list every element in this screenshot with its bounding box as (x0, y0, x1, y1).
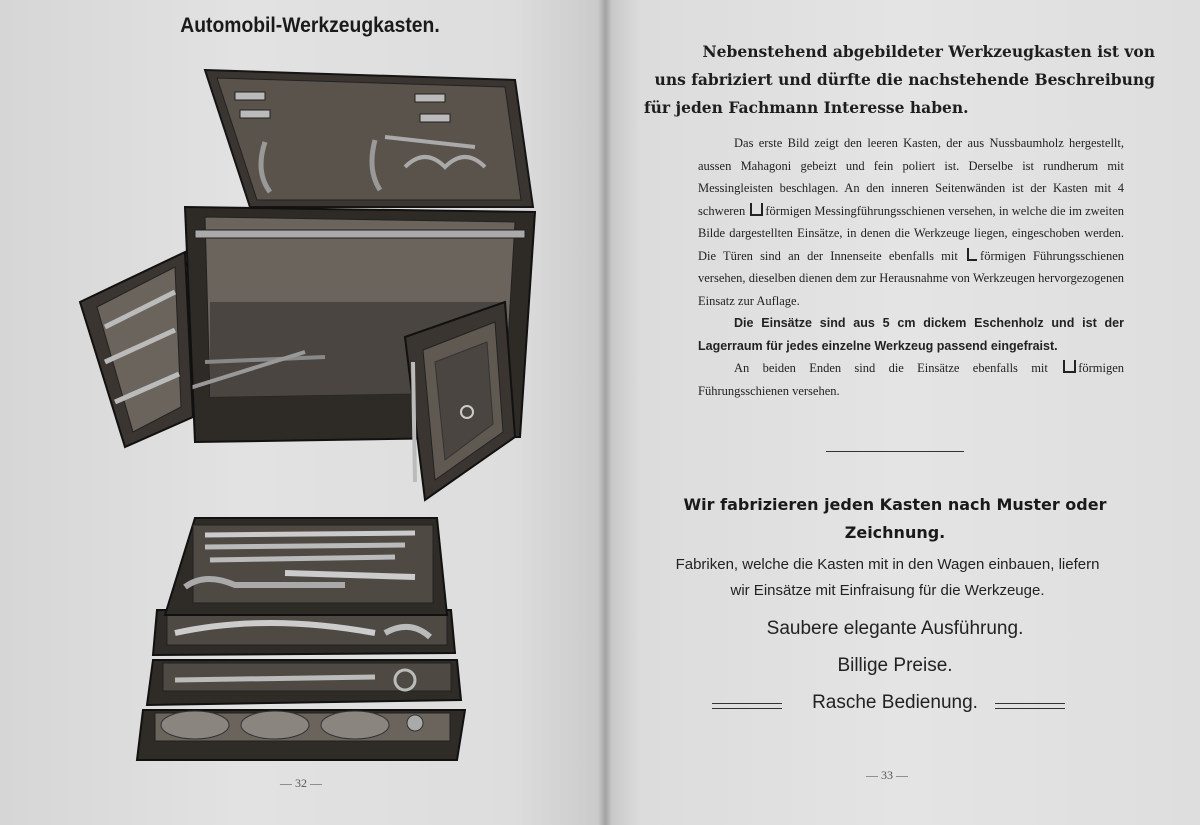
l-profile-symbol (967, 248, 977, 261)
slogan-prices: Billige Preise. (837, 655, 953, 676)
description-text-b: förmigen Messingführungsschienen versehen, in welche die im zweiten Bilde dargestellten Einsätze, in denen die Werkzeuge liegen, eingeschoben werden. Die Türen sind an der Innenseite ebenfalls mit (698, 203, 1125, 263)
description-text-d: An beiden Enden sind die Einsätze ebenfalls mit (734, 361, 1048, 375)
slogan-service: Rasche Bedienung. (812, 692, 978, 713)
description-block (698, 132, 1124, 402)
intro-heading-line2: uns fabriziert und dürfte die nachstehende Beschreibung (654, 70, 1155, 89)
page-number-right: — 33 — (866, 768, 908, 782)
intro-heading-line3: für jeden Fachmann Interesse haben. (644, 98, 969, 117)
description-paragraph-3 (698, 357, 1124, 402)
slogan-quality: Saubere elegante Ausführung. (766, 618, 1024, 639)
open-toolbox-illustration (75, 62, 545, 507)
tool-trays-illustration (135, 515, 475, 765)
u-profile-symbol (750, 203, 763, 216)
factories-line-2: wir Einsätze mit Einfraisung für die Werkzeuge. (730, 582, 1045, 599)
description-paragraph-2: Die Einsätze sind aus 5 cm dickem Eschenholz und ist der Lagerraum für jedes einzelne Werkzeug passend eingefraist. (698, 316, 1124, 353)
page-title: Automobil-Werkzeugkasten. (180, 14, 440, 37)
ornament-rule-left (712, 703, 782, 709)
ornament-rule-right (995, 703, 1065, 709)
page-number-left: — 32 — (280, 776, 322, 790)
intro-heading (640, 38, 1155, 122)
factories-line-1: Fabriken, welche die Kasten mit in den Wagen einbauen, liefern (675, 556, 1100, 573)
section-divider (826, 451, 964, 452)
description-text-e: förmigen Führungsschienen versehen. (698, 361, 1125, 398)
description-text-c: förmigen Führungsschienen versehen, dieselben dienen dem zur Herausnahme von Werkzeugen hervorgezogenen Einsatz zur Auflage. (698, 248, 1125, 308)
custom-order-line-1: Wir fabrizieren jeden Kasten nach Muster oder (683, 495, 1107, 514)
intro-heading-line1: Nebenstehend abgebildeter Werkzeugkasten ist von (702, 42, 1155, 61)
description-text-a: Das erste Bild zeigt den leeren Kasten, der aus Nussbaumholz hergestellt, aussen Mahagoni gebeizt und fein poliert ist. Derselbe ist rundherum mit Messingleisten beschlagen. An den inneren Seitenwänden ist der Kasten mit 4 schweren (698, 136, 1124, 218)
u-profile-symbol (1063, 360, 1076, 373)
book-gutter (598, 0, 612, 825)
custom-order-line-2: Zeichnung. (844, 523, 946, 542)
description-paragraph-1 (698, 132, 1124, 312)
